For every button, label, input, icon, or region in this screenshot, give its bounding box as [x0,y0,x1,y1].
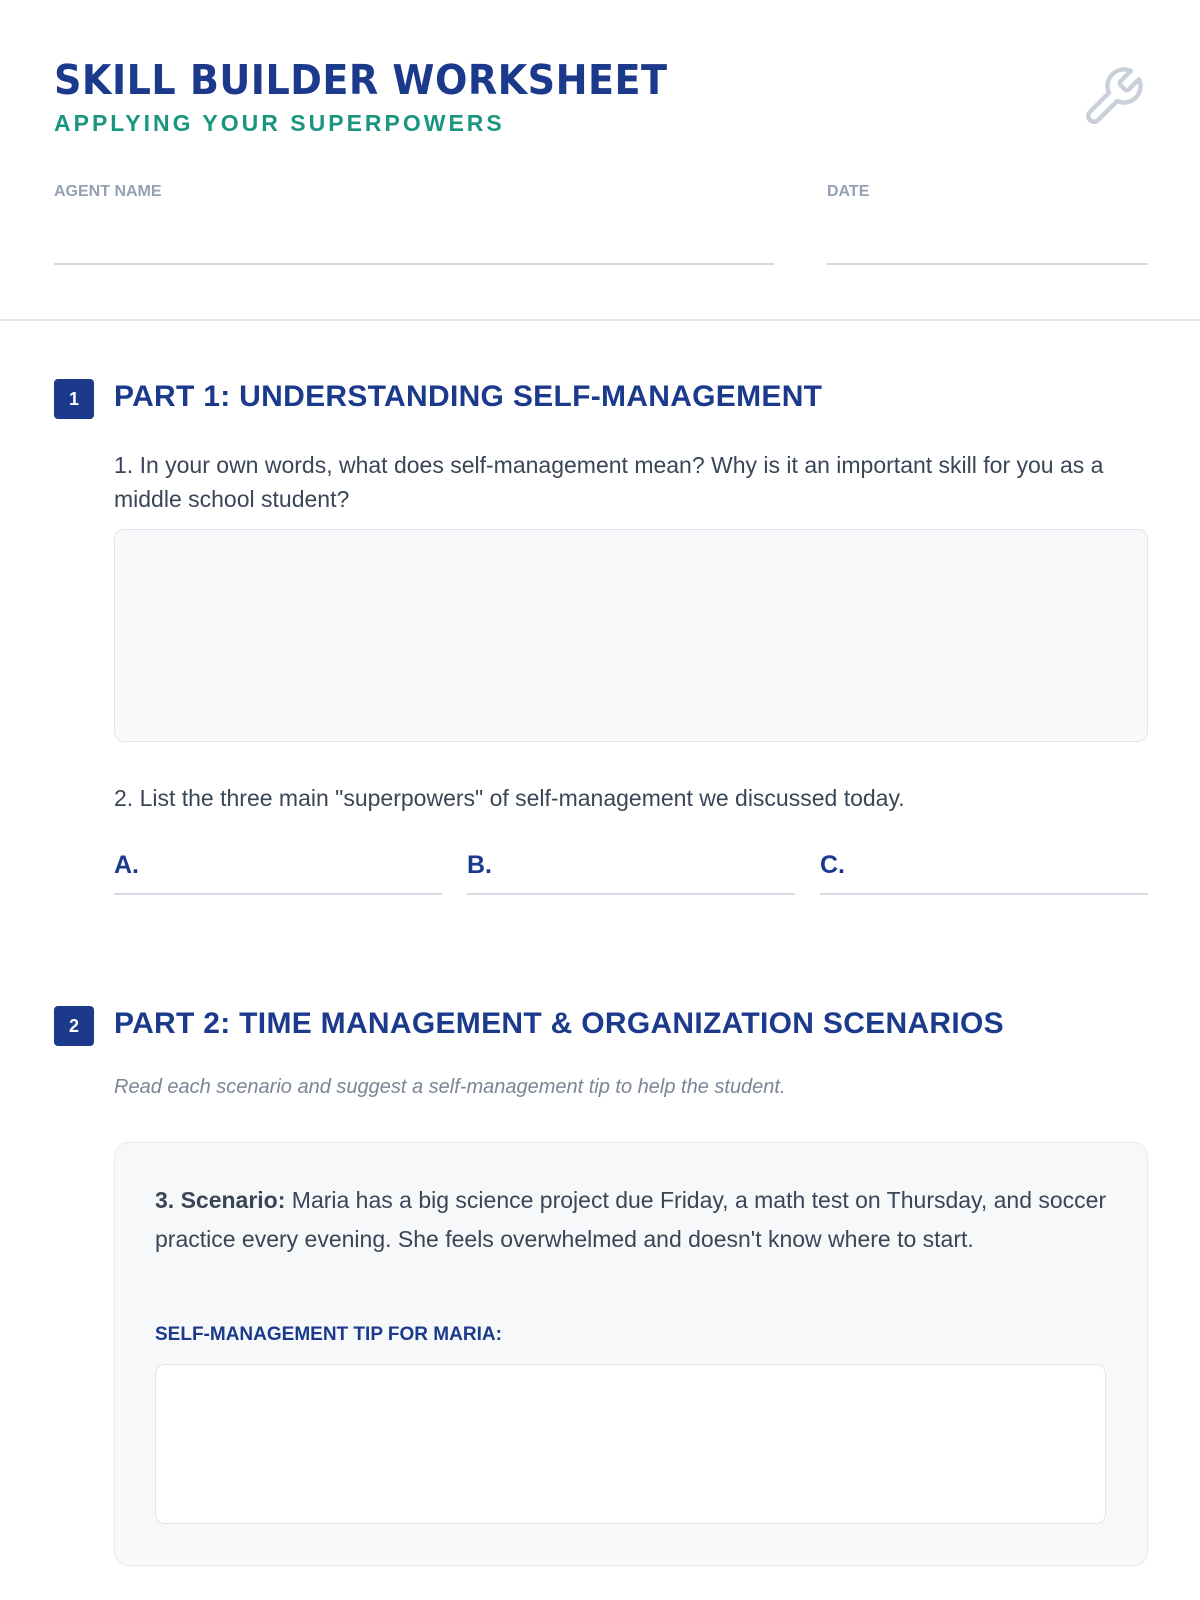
page-subtitle: APPLYING YOUR SUPERPOWERS [54,110,505,136]
page-title: SKILL BUILDER WORKSHEET [54,56,668,104]
tip-label: SELF-MANAGEMENT TIP FOR MARIA: [155,1324,502,1345]
answer-b-field[interactable] [467,893,795,895]
date-field[interactable] [827,263,1148,265]
worksheet-header [0,0,1200,321]
question-1-answer-box[interactable] [114,529,1148,742]
section-2-instruction: Read each scenario and suggest a self-management tip to help the student. [114,1076,786,1098]
date-label: DATE [827,183,870,200]
answer-a-label: A. [114,851,139,879]
answer-b-label: B. [467,851,492,879]
section-2-title: PART 2: TIME MANAGEMENT & ORGANIZATION SCENARIOS [114,1007,1004,1040]
section-1-badge: 1 [54,379,94,419]
question-1: 1. In your own words, what does self-management mean? Why is it an important skill for you as a middle school student? [114,452,1104,512]
agent-name-label: AGENT NAME [54,183,162,200]
tip-answer-box[interactable] [155,1364,1106,1524]
wrench-icon [1080,64,1146,130]
answer-c-label: C. [820,851,845,879]
scenario-body: Maria has a big science project due Friday, a math test on Thursday, and soccer practice every evening. She feels overwhelmed and doesn't know where to start. [155,1187,1107,1252]
scenario-label: 3. Scenario: [155,1187,286,1213]
scenario-text [155,1181,1115,1259]
agent-name-field[interactable] [54,263,774,265]
answer-a-field[interactable] [114,893,442,895]
section-2-badge: 2 [54,1006,94,1046]
answer-c-field[interactable] [820,893,1148,895]
section-1-title: PART 1: UNDERSTANDING SELF-MANAGEMENT [114,380,823,413]
question-2: 2. List the three main "superpowers" of self-management we discussed today. [114,785,905,811]
